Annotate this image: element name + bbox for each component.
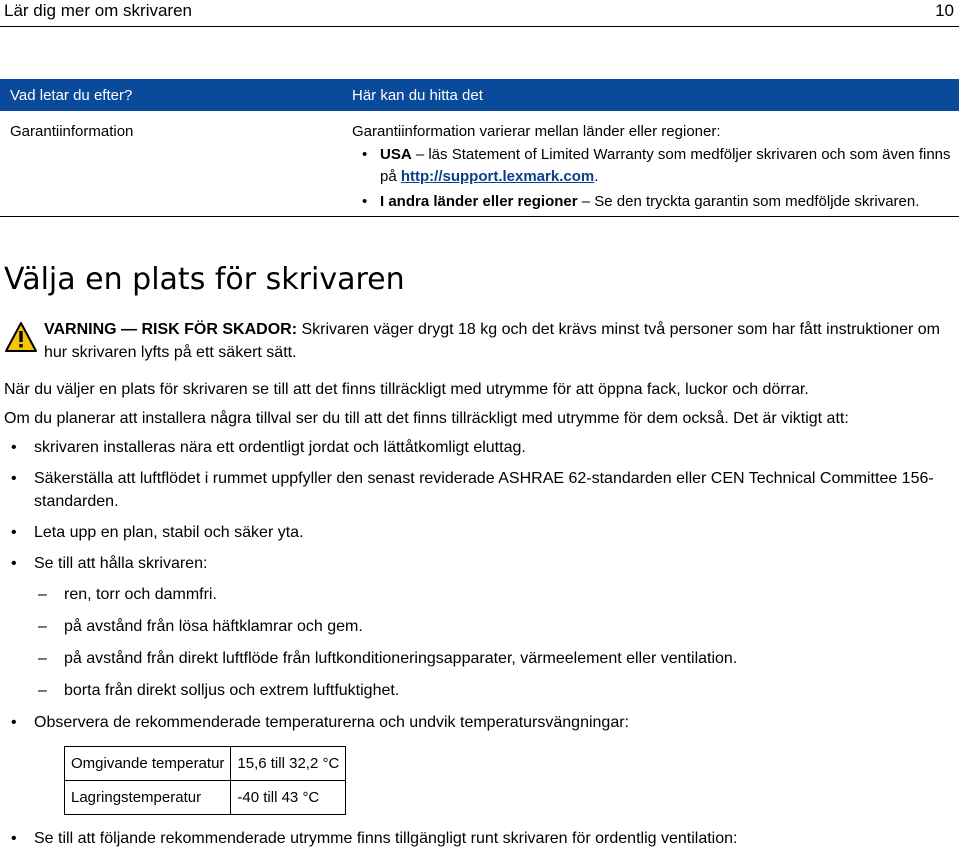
list-item: [4, 467, 954, 513]
list-item-text: Se till att hålla skrivaren:: [34, 555, 208, 572]
list-item: [4, 552, 954, 702]
paragraph-2: Om du planerar att installera några tillval ser du till att det finns tillräckligt med utrymme för dem också. Det är viktigt att:: [4, 410, 849, 427]
temp-label: Omgivande temperatur: [65, 747, 231, 781]
temp-label: Lagringstemperatur: [65, 781, 231, 815]
header-rule: [0, 26, 959, 27]
usa-end: .: [594, 168, 599, 185]
sub-list: [34, 583, 954, 702]
list-item: [4, 827, 954, 850]
temp-value: 15,6 till 32,2 °C: [231, 747, 346, 781]
bullet-icon: •: [11, 470, 17, 487]
info-table-header-2: Här kan du hitta det: [340, 79, 959, 111]
sub-list-item-text: ren, torr och dammfri.: [64, 586, 217, 603]
support-link[interactable]: http://support.lexmark.com: [400, 168, 595, 185]
list-item-text: Säkerställa att luftflödet i rummet uppfyller den senast reviderade ASHRAE 62-standarden eller CEN Technical Committee 156-standarden.: [34, 470, 934, 510]
requirements-list: [4, 436, 954, 850]
bullet-icon: •: [362, 193, 368, 210]
bullet-icon: •: [362, 146, 368, 163]
bullet-icon: •: [11, 714, 17, 731]
list-item-text: skrivaren installeras nära ett ordentligt jordat och lättåtkomligt eluttag.: [34, 439, 526, 456]
section-body: [4, 378, 954, 858]
sub-list-item-text: borta från direkt solljus och extrem luftfuktighet.: [64, 682, 400, 699]
sub-list-item: [34, 679, 954, 702]
dash-icon: –: [38, 682, 47, 699]
list-item-text: Leta upp en plan, stabil och säker yta.: [34, 524, 304, 541]
page-header: [0, 0, 959, 24]
info-intro: Garantiinformation varierar mellan länder eller regioner:: [352, 123, 721, 140]
dash-icon: –: [38, 586, 47, 603]
dash-icon: –: [38, 618, 47, 635]
warning-triangle-icon: [4, 321, 38, 353]
bullet-icon: •: [11, 555, 17, 572]
other-text: – Se den tryckta garantin som medföljde skrivaren.: [577, 193, 920, 210]
list-item: [4, 521, 954, 544]
header-title: Lär dig mer om skrivaren: [4, 1, 193, 20]
list-item-text: Observera de rekommenderade temperaturerna och undvik temperatursvängningar:: [34, 714, 629, 731]
page-number: 10: [935, 1, 954, 20]
info-bullet-usa: [352, 144, 959, 188]
warning-text: Skrivaren väger drygt 18 kg och det krävs minst två personer som har fått instruktioner om hur skrivaren lyfts på ett säkert sätt.: [44, 321, 940, 361]
table-row: [65, 747, 346, 781]
sub-list-item: [34, 647, 954, 670]
bullet-icon: •: [11, 439, 17, 456]
usa-label: USA: [380, 146, 412, 163]
warning-block: [4, 318, 954, 364]
info-table: [0, 79, 959, 217]
info-row-content: [340, 111, 959, 217]
temp-value: -40 till 43 °C: [231, 781, 346, 815]
other-label: I andra länder eller regioner: [380, 193, 578, 210]
list-item: [4, 436, 954, 459]
info-bullet-other: [352, 191, 959, 213]
table-row: [65, 781, 346, 815]
list-item-text: Se till att följande rekommenderade utrymme finns tillgängligt runt skrivaren för ordentlig ventilation:: [34, 830, 738, 847]
section-heading: Välja en plats för skrivaren: [4, 262, 405, 297]
sub-list-item: [34, 583, 954, 606]
bullet-icon: •: [11, 830, 17, 847]
usa-text: – läs Statement of Limited Warranty som medföljer skrivaren och som även finns på: [380, 146, 951, 185]
warning-label: VARNING — RISK FÖR SKADOR:: [44, 321, 298, 338]
temperature-table: [64, 746, 346, 815]
paragraph-1: När du väljer en plats för skrivaren se till att det finns tillräckligt med utrymme för att öppna fack, luckor och dörrar.: [4, 381, 809, 398]
info-table-header-1: Vad letar du efter?: [0, 79, 340, 111]
info-row-label: Garantiinformation: [0, 111, 340, 217]
dash-icon: –: [38, 650, 47, 667]
sub-list-item-text: på avstånd från direkt luftflöde från luftkonditioneringsapparater, värmeelement eller ventilation.: [64, 650, 738, 667]
bullet-icon: •: [11, 524, 17, 541]
sub-list-item-text: på avstånd från lösa häftklamrar och gem.: [64, 618, 363, 635]
list-item: [4, 711, 954, 815]
sub-list-item: [34, 615, 954, 638]
